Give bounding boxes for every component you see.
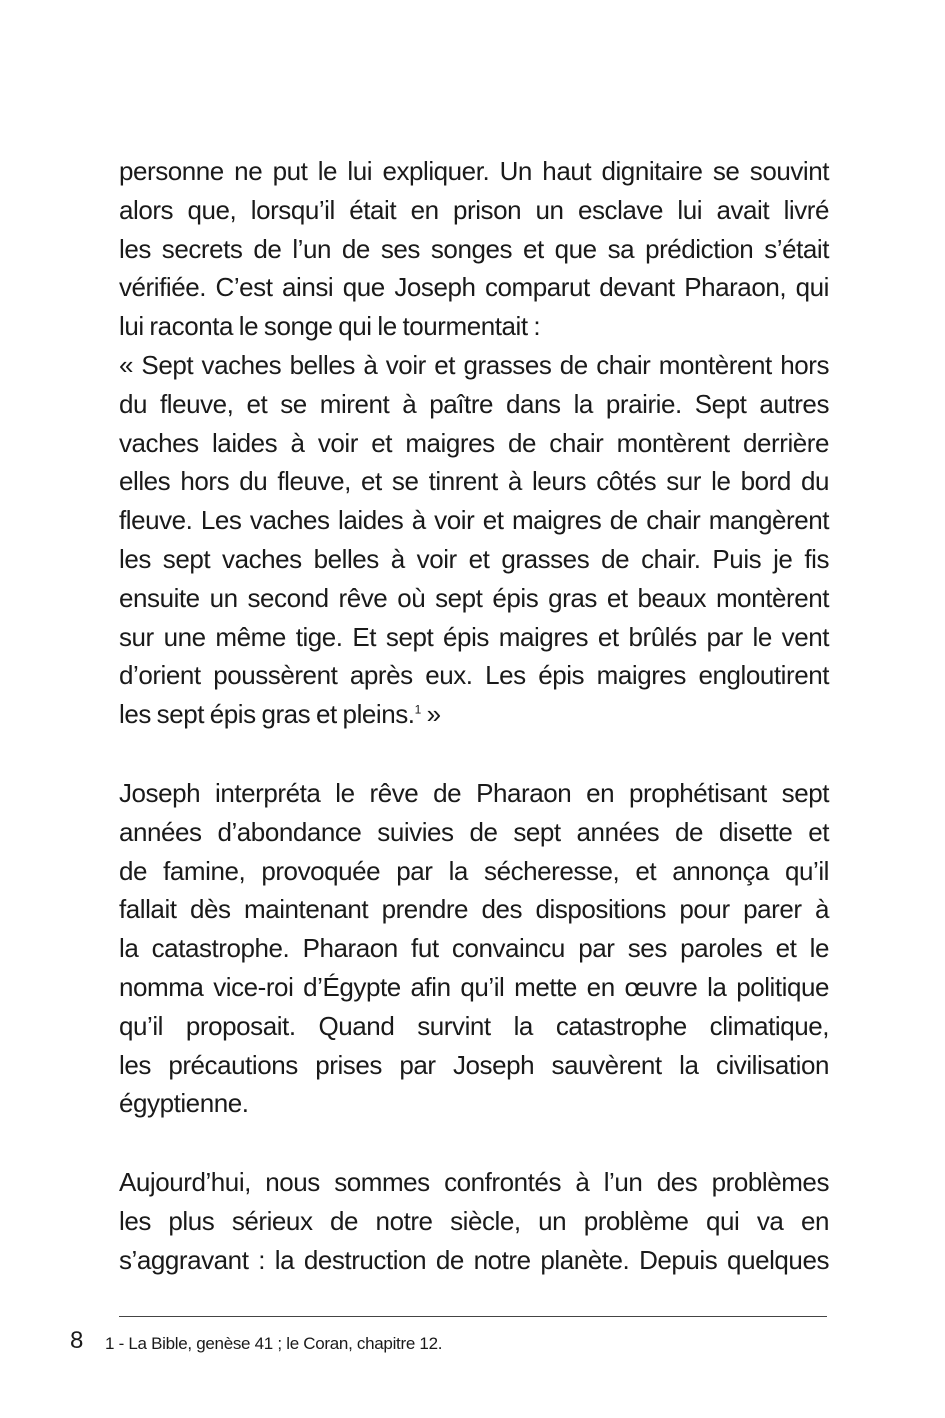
- text-line: s’aggravant : la destruction de notre planète. Depuis quelques: [119, 1244, 829, 1275]
- text-line: alors que, lorsqu’il était en prison un esclave lui avait livré: [119, 194, 829, 225]
- footnote-reference[interactable]: 1: [414, 702, 421, 717]
- text-line: « Sept vaches belles à voir et grasses de chair montèrent hors: [119, 349, 829, 380]
- text-line-content: les sept épis gras et pleins.: [119, 699, 415, 730]
- text-line: du fleuve, et se mirent à paître dans la prairie. Sept autres: [119, 388, 829, 419]
- footnote-divider: [119, 1316, 827, 1317]
- text-line: les secrets de l’un de ses songes et que sa prédiction s’était: [119, 233, 829, 264]
- text-line: les plus sérieux de notre siècle, un problème qui va en: [119, 1205, 829, 1236]
- text-line: les précautions prises par Joseph sauvèrent la civilisation: [119, 1049, 829, 1080]
- text-line: Joseph interpréta le rêve de Pharaon en prophétisant sept: [119, 778, 829, 808]
- text-line: nomma vice-roi d’Égypte afin qu’il mette en œuvre la politique: [119, 971, 829, 1002]
- text-line: vaches laides à voir et maigres de chair montèrent derrière: [119, 427, 829, 458]
- page-number: 8: [70, 1327, 84, 1354]
- text-line: d’orient poussèrent après eux. Les épis maigres engloutirent: [119, 660, 829, 691]
- text-line: égyptienne.: [119, 1088, 249, 1119]
- footnote-text: 1 - La Bible, genèse 41 ; le Coran, chapitre 12.: [105, 1334, 443, 1353]
- text-line: Aujourd’hui, nous sommes confrontés à l’un des problèmes: [119, 1167, 829, 1197]
- text-line: vérifiée. C’est ainsi que Joseph comparut devant Pharaon, qui: [119, 272, 829, 303]
- paragraph-1: [119, 152, 829, 734]
- text-line: les sept vaches belles à voir et grasses de chair. Puis je fis: [119, 543, 829, 574]
- closing-quote: »: [420, 699, 441, 730]
- paragraph-2: [119, 774, 829, 1123]
- text-line: qu’il proposait. Quand survint la catastrophe climatique,: [119, 1010, 829, 1041]
- text-line: sur une même tige. Et sept épis maigres et brûlés par le vent: [119, 621, 829, 652]
- text-line-last: [119, 695, 829, 734]
- text-line: ensuite un second rêve où sept épis gras et beaux montèrent: [119, 582, 829, 613]
- text-line: fallait dès maintenant prendre des dispositions pour parer à: [119, 894, 829, 925]
- text-line: la catastrophe. Pharaon fut convaincu par ses paroles et le: [119, 933, 829, 964]
- text-line: lui raconta le songe qui le tourmentait :: [119, 311, 541, 342]
- paragraph-3: [119, 1163, 829, 1279]
- text-line: fleuve. Les vaches laides à voir et maigres de chair mangèrent: [119, 505, 829, 536]
- text-line: de famine, provoquée par la sécheresse, et annonça qu’il: [119, 855, 829, 886]
- text-line: années d’abondance suivies de sept années de disette et: [119, 816, 829, 847]
- text-line: personne ne put le lui expliquer. Un haut dignitaire se souvint: [119, 156, 829, 186]
- text-line: elles hors du fleuve, et se tinrent à leurs côtés sur le bord du: [119, 466, 829, 497]
